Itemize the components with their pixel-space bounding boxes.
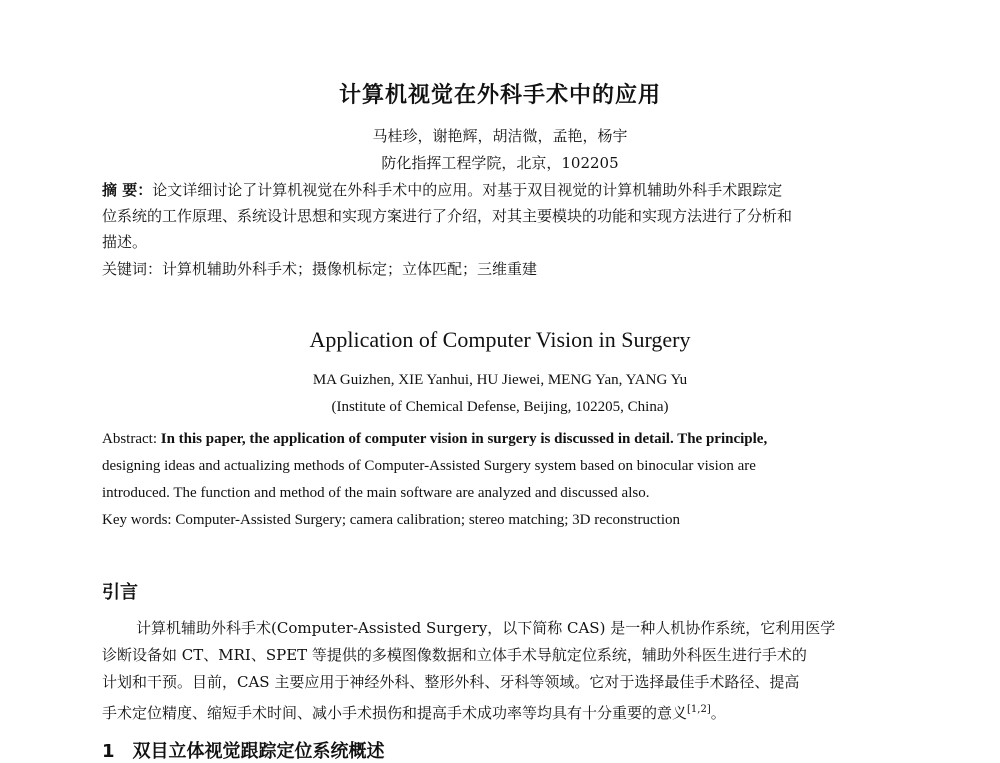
english-abstract-line-3: introduced. The function and method of the main software are analyzed and discussed also. (102, 485, 650, 501)
section-title: 双目立体视觉跟踪定位系统概述 (132, 741, 385, 762)
chinese-institution: 防化指挥工程学院，北京，102205 (381, 154, 619, 172)
intro-line-4: 手术定位精度、缩短手术时间、减小手术损伤和提高手术成功率等均具有十分重要的意义[1,2]。 (102, 704, 726, 722)
english-title: Application of Computer Vision in Surgery (309, 327, 691, 352)
english-abstract-line-1: Abstract: In this paper, the application of computer vision in surgery is discussed in detail. The principle, (102, 431, 768, 447)
section-number: 1 (102, 741, 115, 762)
chinese-abstract-label: 摘 要： (102, 181, 153, 199)
intro-line-2: 诊断设备如 CT、MRI、SPET 等提供的多模图像数据和立体手术导航定位系统，辅助外科医生进行手术的 (102, 646, 807, 664)
chinese-abstract-line-1: 摘 要：论文详细讨论了计算机视觉在外科手术中的应用。对基于双目视觉的计算机辅助外科手术跟踪定 (102, 181, 783, 199)
chinese-authors: 马桂珍，谢艳辉，胡洁微，孟艳，杨宇 (372, 127, 628, 145)
chinese-keywords-label: 关键词： (102, 260, 163, 278)
chinese-abstract-line-3: 描述。 (102, 233, 148, 251)
intro-line-3: 计划和干预。目前，CAS 主要应用于神经外科、整形外科、牙科等领域。它对于选择最佳手术路径、提高 (102, 673, 800, 691)
english-abstract-label: Abstract: (102, 431, 157, 447)
intro-line-1: 计算机辅助外科手术(Computer-Assisted Surgery，以下简称 CAS) 是一种人机协作系统，它利用医学 (136, 619, 836, 637)
chinese-title: 计算机视觉在外科手术中的应用 (338, 82, 661, 108)
intro-heading: 引言 (102, 582, 138, 603)
english-abstract-line-2: designing ideas and actualizing methods of Computer-Assisted Surgery system based on binocular vision are (102, 458, 756, 474)
section-1-heading (102, 737, 385, 763)
chinese-keywords: 关键词：计算机辅助外科手术；摄像机标定；立体匹配；三维重建 (102, 260, 538, 278)
english-authors: MA Guizhen, XIE Yanhui, HU Jiewei, MENG Yan, YANG Yu (312, 372, 688, 388)
english-keywords: Key words: Computer-Assisted Surgery; camera calibration; stereo matching; 3D reconstruction (102, 512, 681, 528)
chinese-abstract-line-2: 位系统的工作原理、系统设计思想和实现方案进行了介绍，对其主要模块的功能和实现方法进行了分析和 (102, 207, 793, 225)
english-institution: (Institute of Chemical Defense, Beijing, 102205, China) (331, 399, 669, 415)
citation: [1,2] (687, 704, 711, 715)
